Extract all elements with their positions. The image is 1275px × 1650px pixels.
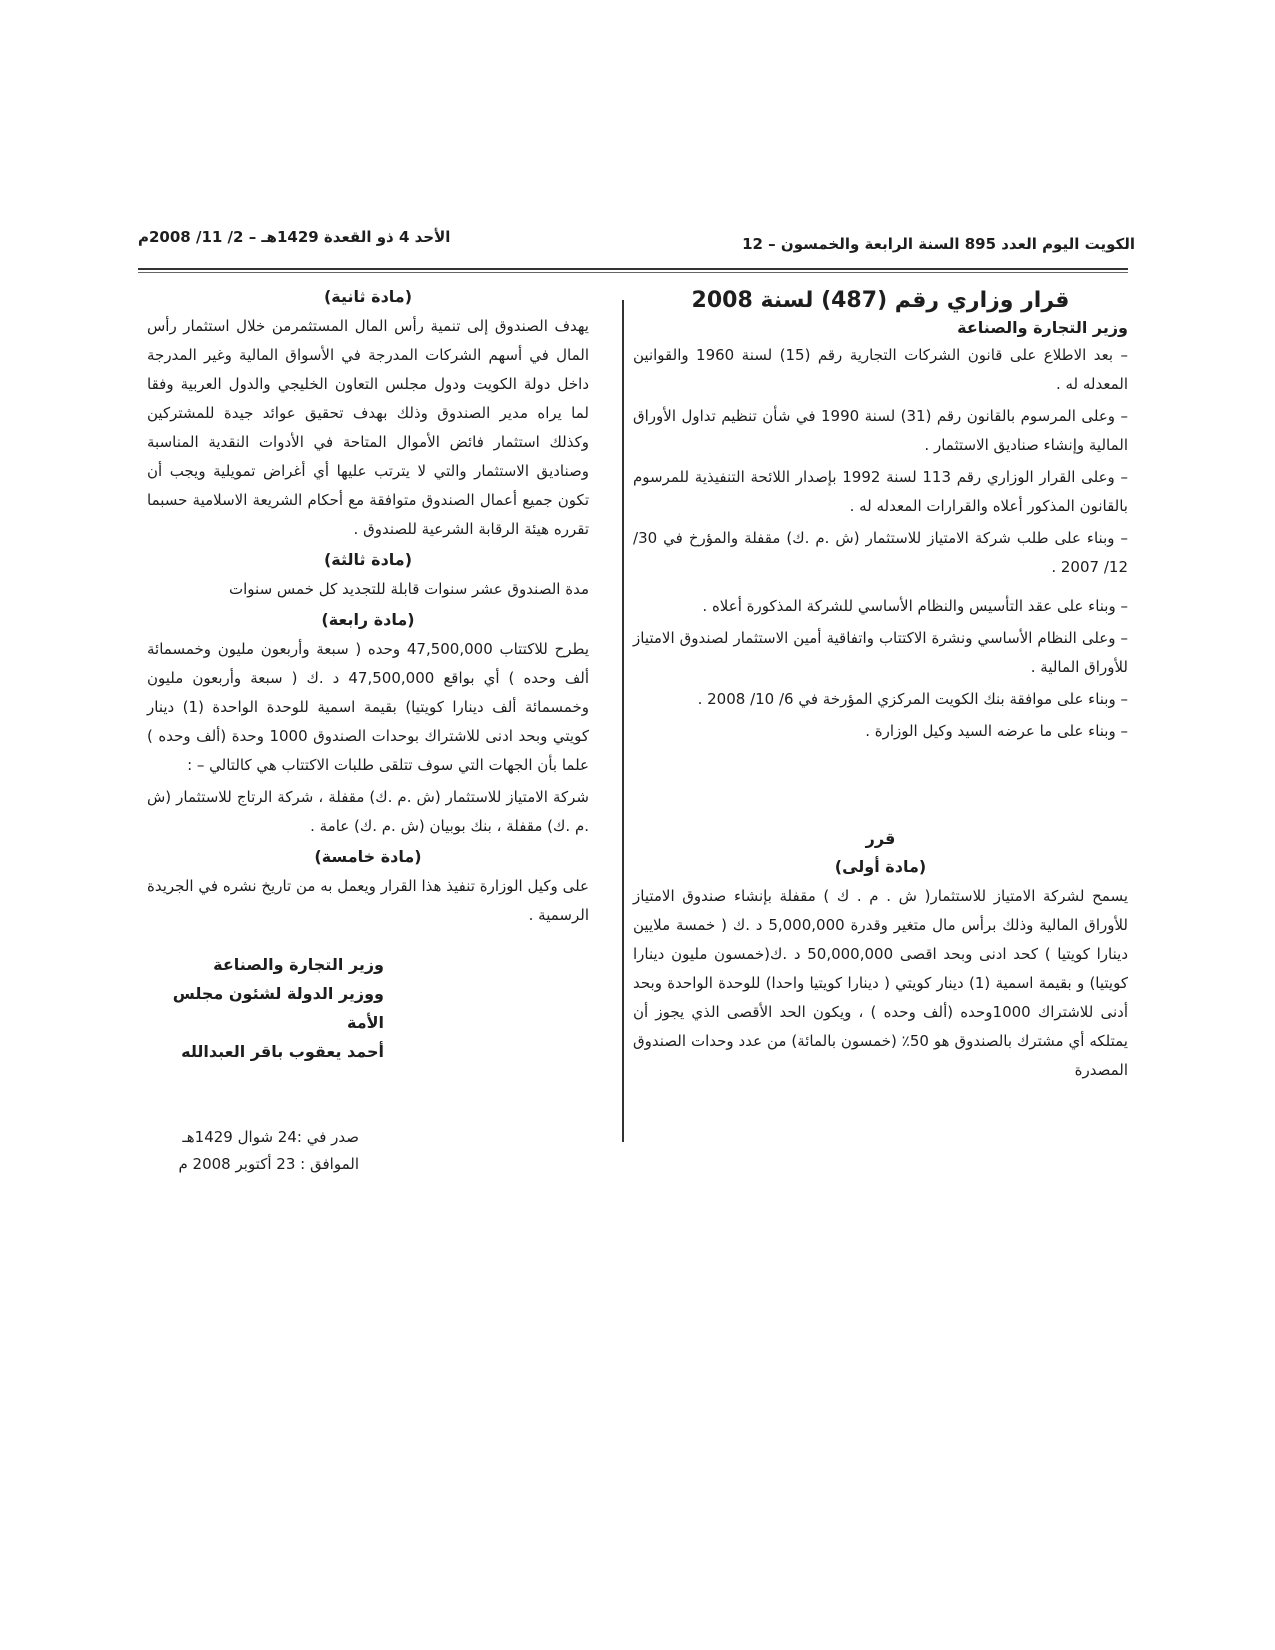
article-4-heading: (مادة رابعة)	[321, 610, 415, 629]
header-rule-thin	[138, 272, 1128, 273]
preamble-item: – بعد الاطلاع على قانون الشركات التجارية رقم (15) لسنة 1960 والقوانين المعدله له .	[633, 346, 1128, 393]
article-2-text: يهدف الصندوق إلى تنمية رأس المال المستثمرمن خلال استثمار رأس المال في أسهم الشركات المدرجة في الأسواق المالية وغير المدرجة داخل دولة الكويت ودول مجلس التعاون الخليجي والدول العربية وفقا لما يراه مدير الصندوق وذلك بهدف تحقيق عوائد جيدة للمشتركين وكذلك استثمار فائض الأموال المتاحة في الأدوات النقدية المناسبة وصناديق الاستثمار والتي لا يترتب عليها أي أغراض تمويلية ويجب أن تكون جميع أعمال الصندوق متوافقة مع أحكام الشريعة الاسلامية حسبما تقرره هيئة الرقابة الشرعية للصندوق .	[147, 317, 589, 538]
article-1-heading: (مادة أولى)	[834, 857, 927, 876]
decree-title: قرار وزاري رقم (487) لسنة 2008	[691, 288, 1070, 313]
article-1-text: يسمح لشركة الامتياز للاستثمار( ش . م . ك ) مقفلة بإنشاء صندوق الامتياز للأوراق المالية وذلك برأس مال متغير وقدرة 5,000,000 د .ك ( خمسة ملايين دينارا كويتيا ) كحد ادنى وبحد اقصى 50,000,000 د .ك(خمسون مليون دينارا كويتيا) و بقيمة اسمية (1) دينار كويتي ( دينارا كويتيا واحدا) للوحدة الواحدة وبحد أدنى للاشتراك 1000وحده (ألف وحده ) ، ويكون الحد الأقصى الذي يجوز أن يمتلكه أي مشترك بالصندوق هو 50٪ (خمسون بالمائة) من عدد وحدات الصندوق المصدرة	[633, 887, 1129, 1079]
issuing-minister: وزير التجارة والصناعة	[957, 318, 1128, 337]
signature-line: ووزير الدولة لشئون مجلس الأمة	[172, 984, 384, 1032]
right-column	[633, 285, 1128, 1088]
column-divider	[622, 300, 624, 1142]
preamble-item: – وعلى القرار الوزاري رقم 113 لسنة 1992 بإصدار اللائحة التنفيذية للمرسوم بالقانون المذكور أعلاه والقرارات المعدله له .	[633, 468, 1129, 515]
article-4-text: يطرح للاكتتاب 47,500,000 وحده ( سبعة وأربعون مليون وخمسمائة ألف وحده ) أي بواقع 47,500,000 د .ك ( سبعة وأربعون مليون وخمسمائة ألف دينارا كويتيا) بقيمة اسمية للوحدة الواحدة (1) دينار كويتي وبحد ادنى للاشتراك بوحدات الصندوق 1000 وحدة (ألف وحده ) علما بأن الجهات التي سوف تتلقى طلبات الاكتتاب هي كالتالي – :	[147, 640, 590, 774]
header-issue-info: الكويت اليوم العدد 895 السنة الرابعة والخمسون – 12	[742, 235, 1135, 253]
article-3-text: مدة الصندوق عشر سنوات قابلة للتجديد كل خمس سنوات	[229, 580, 589, 598]
left-column	[147, 282, 589, 1178]
preamble-item: – وبناء على طلب شركة الامتياز للاستثمار (ش .م .ك) مقفلة والمؤرخ في 30/ 12/ 2007 .	[633, 529, 1128, 576]
article-2-heading: (مادة ثانية)	[323, 287, 413, 306]
decided-heading: قرر	[865, 829, 896, 848]
article-4-entities: شركة الامتياز للاستثمار (ش .م .ك) مقفلة ، شركة الرتاج للاستثمار (ش .م .ك) مقفلة ، بنك بوبيان (ش .م .ك) عامة .	[147, 788, 589, 835]
header-date: الأحد 4 ذو القعدة 1429هـ – 2/ 11/ 2008م	[138, 228, 451, 246]
preamble-item: – وبناء على ما عرضه السيد وكيل الوزارة .	[865, 722, 1128, 740]
preamble-item: – وبناء على موافقة بنك الكويت المركزي المؤرخة في 6/ 10/ 2008 .	[697, 690, 1128, 708]
article-3-heading: (مادة ثالثة)	[323, 550, 413, 569]
signature-name: أحمد يعقوب باقر العبدالله	[181, 1042, 384, 1061]
preamble-item: – وبناء على عقد التأسيس والنظام الأساسي للشركة المذكورة أعلاه .	[702, 597, 1128, 615]
decision-block	[633, 826, 1128, 1085]
signature-line: وزير التجارة والصناعة	[213, 955, 384, 974]
article-5-heading: (مادة خامسة)	[314, 847, 422, 866]
issued-hijri-date: صدر في :24 شوال 1429هـ	[182, 1128, 359, 1146]
preamble-item: – وعلى النظام الأساسي ونشرة الاكتتاب واتفاقية أمين الاستثمار لصندوق الامتياز للأوراق المالية .	[633, 629, 1128, 676]
header-rule	[138, 268, 1128, 270]
article-5-text: على وكيل الوزارة تنفيذ هذا القرار ويعمل به من تاريخ نشره في الجريدة الرسمية .	[147, 877, 589, 924]
issued-gregorian-date: الموافق : 23 أكتوبر 2008 م	[178, 1155, 359, 1173]
issued-date-block	[147, 1124, 359, 1178]
preamble-item: – وعلى المرسوم بالقانون رقم (31) لسنة 1990 في شأن تنظيم تداول الأوراق المالية وإنشاء صناديق الاستثمار .	[633, 407, 1128, 454]
signature-block	[147, 950, 384, 1066]
